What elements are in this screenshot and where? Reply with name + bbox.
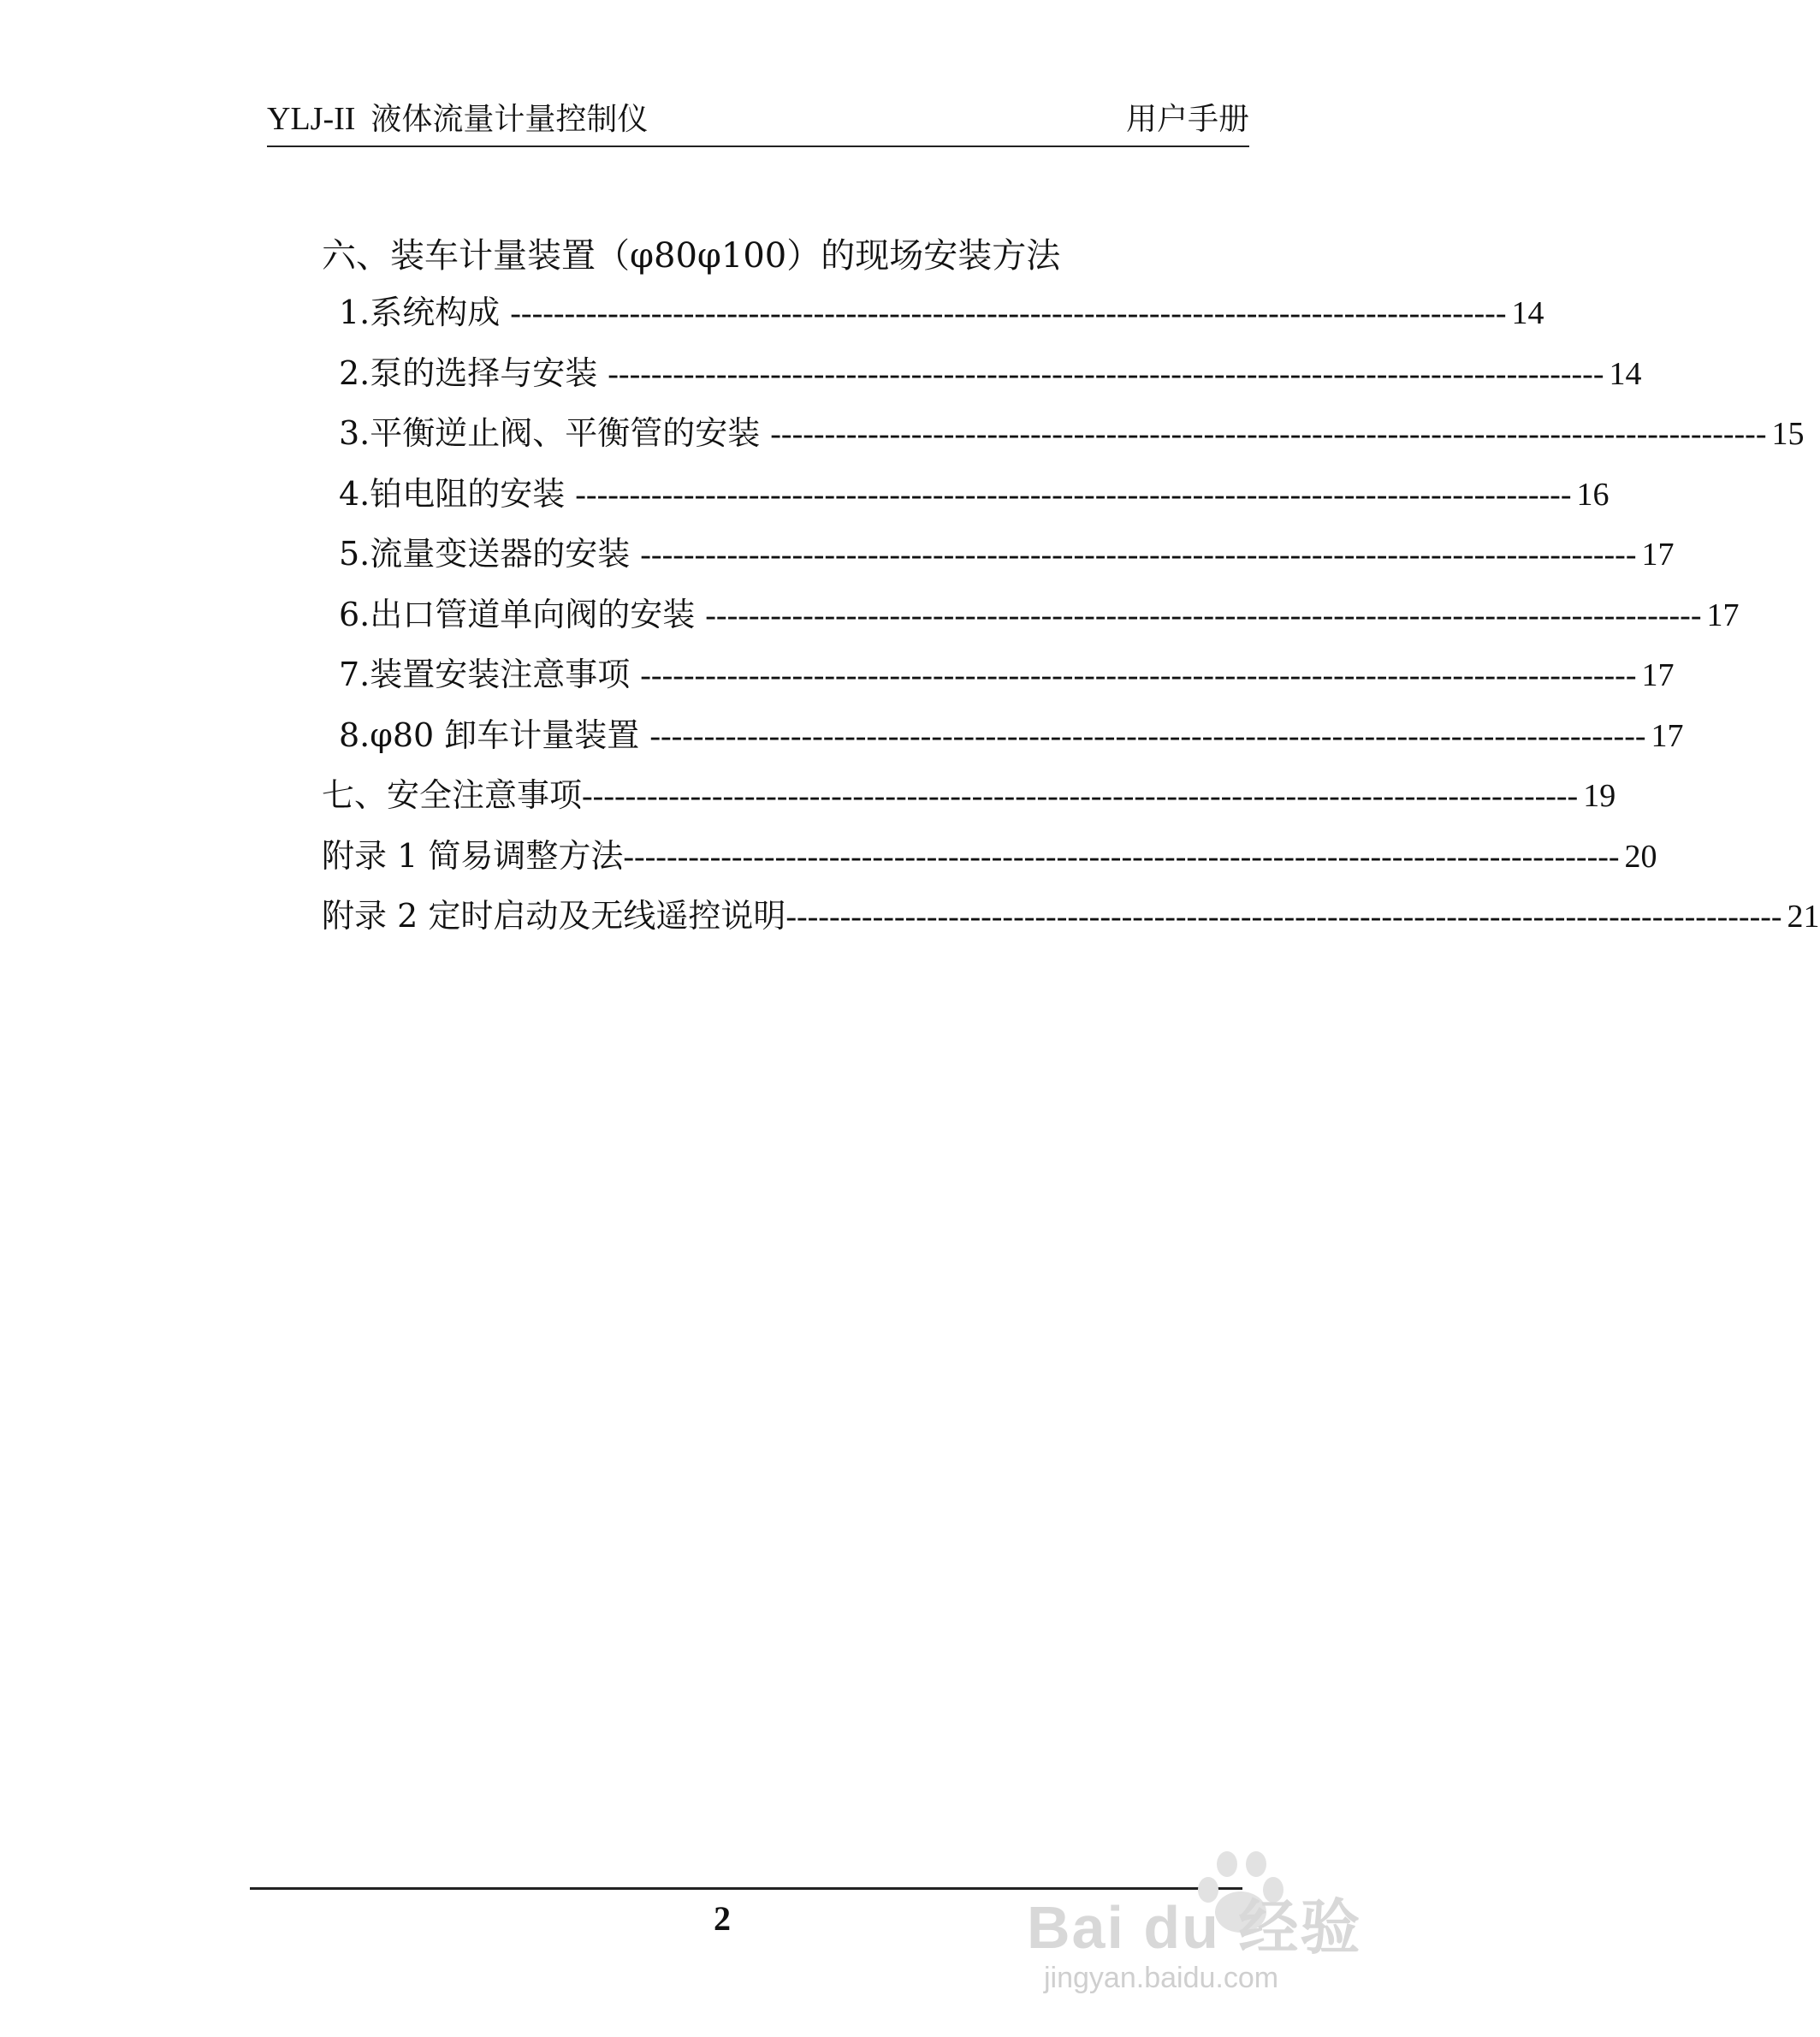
toc-entry[interactable] [339,343,1642,404]
toc-entry[interactable] [339,282,1544,343]
toc-main-entry[interactable] [322,886,1820,947]
toc-entry-label: 系统构成 [370,294,501,331]
toc-entry-label: 七、安全注意事项 [322,776,583,814]
toc-entry-page: 14 [1609,355,1642,392]
page-number: 2 [714,1899,731,1938]
header-model: YLJ-II [267,101,356,137]
watermark-brand: Bai du 经验 [1027,1894,1362,1961]
toc-entry[interactable] [339,403,1805,464]
toc-entry-label: 流量变送器的安装 [370,535,631,573]
toc-leader-dots: -------------------------------------------------------------------------------------------- [510,295,1507,331]
toc-entry-label: 附录 2 定时启动及无线遥控说明 [322,897,786,935]
header-product: 液体流量计量控制仪 [371,102,649,137]
toc-entry-number: 3. [339,414,371,452]
header-title [267,95,648,139]
header-doc-type: 用户手册 [1125,102,1249,137]
toc-entry-number: 4. [339,474,371,513]
toc-entry-number: 1. [339,294,371,331]
toc-entry-number: 7. [339,656,371,693]
toc-leader-dots: -------------------------------------------------------------------------------------------- [770,416,1767,452]
page-header [267,94,1249,147]
toc-entry[interactable] [339,524,1675,585]
toc-entry-page: 17 [1651,717,1684,754]
toc-entry-label: 出口管道单向阀的安装 [370,595,696,633]
toc-entry-number: 6. [339,595,371,633]
toc-entry-label: 平衡逆止阀、平衡管的安装 [370,414,761,452]
watermark-url: jingyan.baidu.com [1044,1962,1279,1994]
toc-leader-dots: -------------------------------------------------------------------------------------------- [649,717,1646,754]
toc-entry[interactable] [339,464,1610,525]
toc-main-entry[interactable] [322,826,1657,887]
toc-entry-page: 21 [1787,899,1820,935]
table-of-contents [322,229,1820,947]
toc-entry-number: 2. [339,353,371,392]
toc-leader-dots: -------------------------------------------------------------------------------------------- [786,899,1782,935]
toc-leader-dots: -------------------------------------------------------------------------------------------- [608,355,1604,392]
toc-main-entry[interactable] [322,765,1616,826]
toc-leader-dots: -------------------------------------------------------------------------------------------- [705,597,1702,633]
toc-entry-number: 5. [339,535,371,573]
toc-entry-label: 装置安装注意事项 [370,656,631,693]
toc-entry-page: 17 [1641,657,1675,693]
baidu-watermark [1027,1849,1386,2020]
toc-entry[interactable] [339,585,1740,645]
toc-leader-dots: -------------------------------------------------------------------------------------------- [582,778,1579,814]
toc-entry-label: φ80 卸车计量装置 [370,716,640,754]
toc-entry-page: 17 [1706,597,1740,633]
toc-entry-label: 附录 1 简易调整方法 [322,836,624,875]
toc-leader-dots: -------------------------------------------------------------------------------------------- [640,537,1637,573]
toc-entry-label: 泵的选择与安装 [370,353,598,392]
toc-entry-number: 8. [339,716,371,754]
toc-entry-page: 14 [1511,295,1544,331]
toc-entry-page: 15 [1771,416,1805,452]
toc-leader-dots: -------------------------------------------------------------------------------------------- [623,838,1620,875]
toc-leader-dots: -------------------------------------------------------------------------------------------- [640,657,1637,693]
toc-entry-page: 16 [1576,476,1610,513]
toc-leader-dots: -------------------------------------------------------------------------------------------- [575,476,1572,513]
toc-entry-page: 19 [1583,778,1616,814]
toc-entry[interactable] [339,705,1684,766]
toc-entry-page: 17 [1641,537,1675,573]
toc-entry-label: 铂电阻的安装 [370,474,566,513]
toc-section-title: 六、装车计量装置（φ80φ100）的现场安装方法 [322,236,1061,276]
toc-entry-page: 20 [1624,838,1657,875]
toc-entry[interactable] [339,644,1675,705]
